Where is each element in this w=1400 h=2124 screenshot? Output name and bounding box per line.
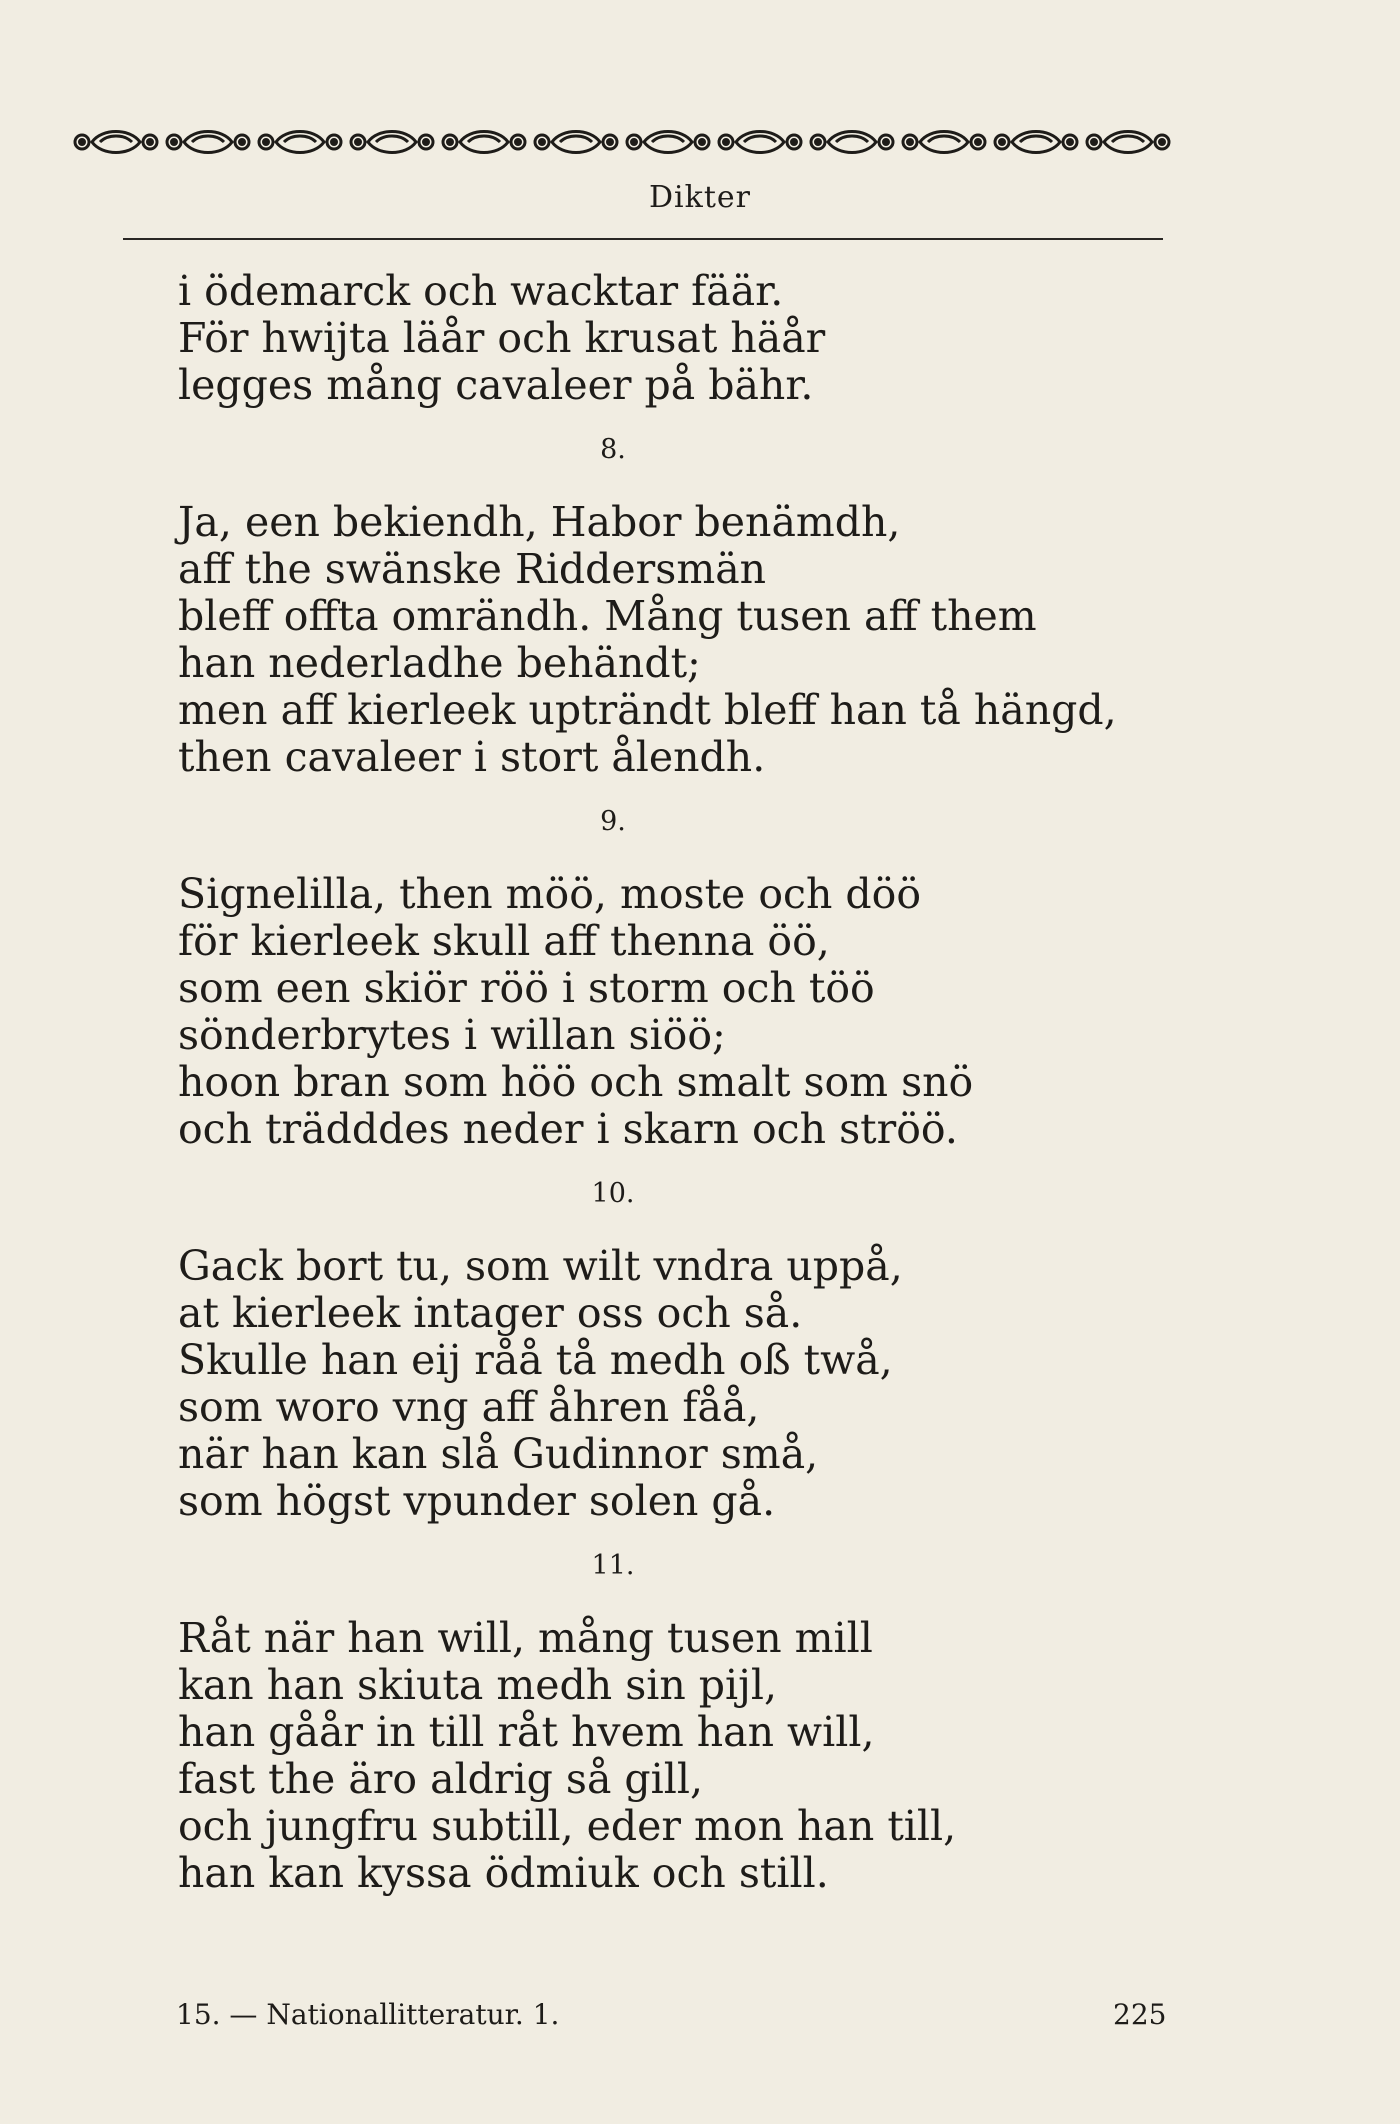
poem-line: som een skiör röö i storm och töö [178,964,875,1012]
poem-line: sönderbrytes i willan siöö; [178,1011,726,1059]
poem-line: han kan kyssa ödmiuk och still. [178,1849,829,1897]
stanza-continued [178,268,1188,409]
stanza-number: 9. [600,806,626,837]
stanza [178,1615,1188,1897]
stanza [178,1243,1188,1525]
poem-line: för kierleek skull aff thenna öö, [178,917,830,965]
poem-line: fast the äro aldrig så gill, [178,1755,704,1803]
header-rule [123,238,1163,240]
poem-line: och jungfru subtill, eder mon han till, [178,1802,957,1850]
poem-line: hoon bran som höö och smalt som snö [178,1058,974,1106]
poem-line: För hwijta läår och krusat häår [178,314,826,362]
poem-line: som woro vng aff åhren fåå, [178,1383,760,1431]
poem-line: han gåår in till råt hvem han will, [178,1708,875,1756]
running-head: Dikter [649,180,751,215]
poem-line: när han kan slå Gudinnor små, [178,1430,819,1478]
footer-signature: 15. — Nationallitteratur. 1. [176,1998,560,2031]
poem-line: men aff kierleek upträndt bleff han tå hängd, [178,686,1117,734]
stanza-number: 10. [591,1178,635,1209]
poem-line: han nederladhe behändt; [178,639,701,687]
stanza-number: 8. [600,434,626,465]
poem-line: som högst vpunder solen gå. [178,1477,776,1525]
poem-line: aff the swänske Riddersmän [178,545,767,593]
poem-line: legges mång cavaleer på bähr. [178,361,814,409]
stanza-number: 11. [591,1550,635,1581]
page-number: 225 [1113,1998,1167,2031]
poem-line: at kierleek intager oss och så. [178,1289,803,1337]
poem-line: Gack bort tu, som wilt vndra uppå, [178,1242,903,1290]
poem-line: bleff offta omrändh. Mång tusen aff them [178,592,1037,640]
poem-line: Ja, een bekiendh, Habor benämdh, [178,498,901,546]
poem-line: i ödemarck och wacktar fäär. [178,267,784,315]
chain-ornament-icon [72,122,1180,162]
poem-line: Skulle han eij råå tå medh oß twå, [178,1336,893,1384]
poem-line: kan han skiuta medh sin pijl, [178,1661,778,1709]
poem-line: Råt när han will, mång tusen mill [178,1614,873,1662]
poem-body [178,268,1188,1897]
stanza [178,871,1188,1153]
stanza [178,499,1188,781]
poem-line: Signelilla, then möö, moste och döö [178,870,922,918]
poem-line: then cavaleer i stort ålendh. [178,733,766,781]
poem-line: och trädddes neder i skarn och ströö. [178,1105,958,1153]
